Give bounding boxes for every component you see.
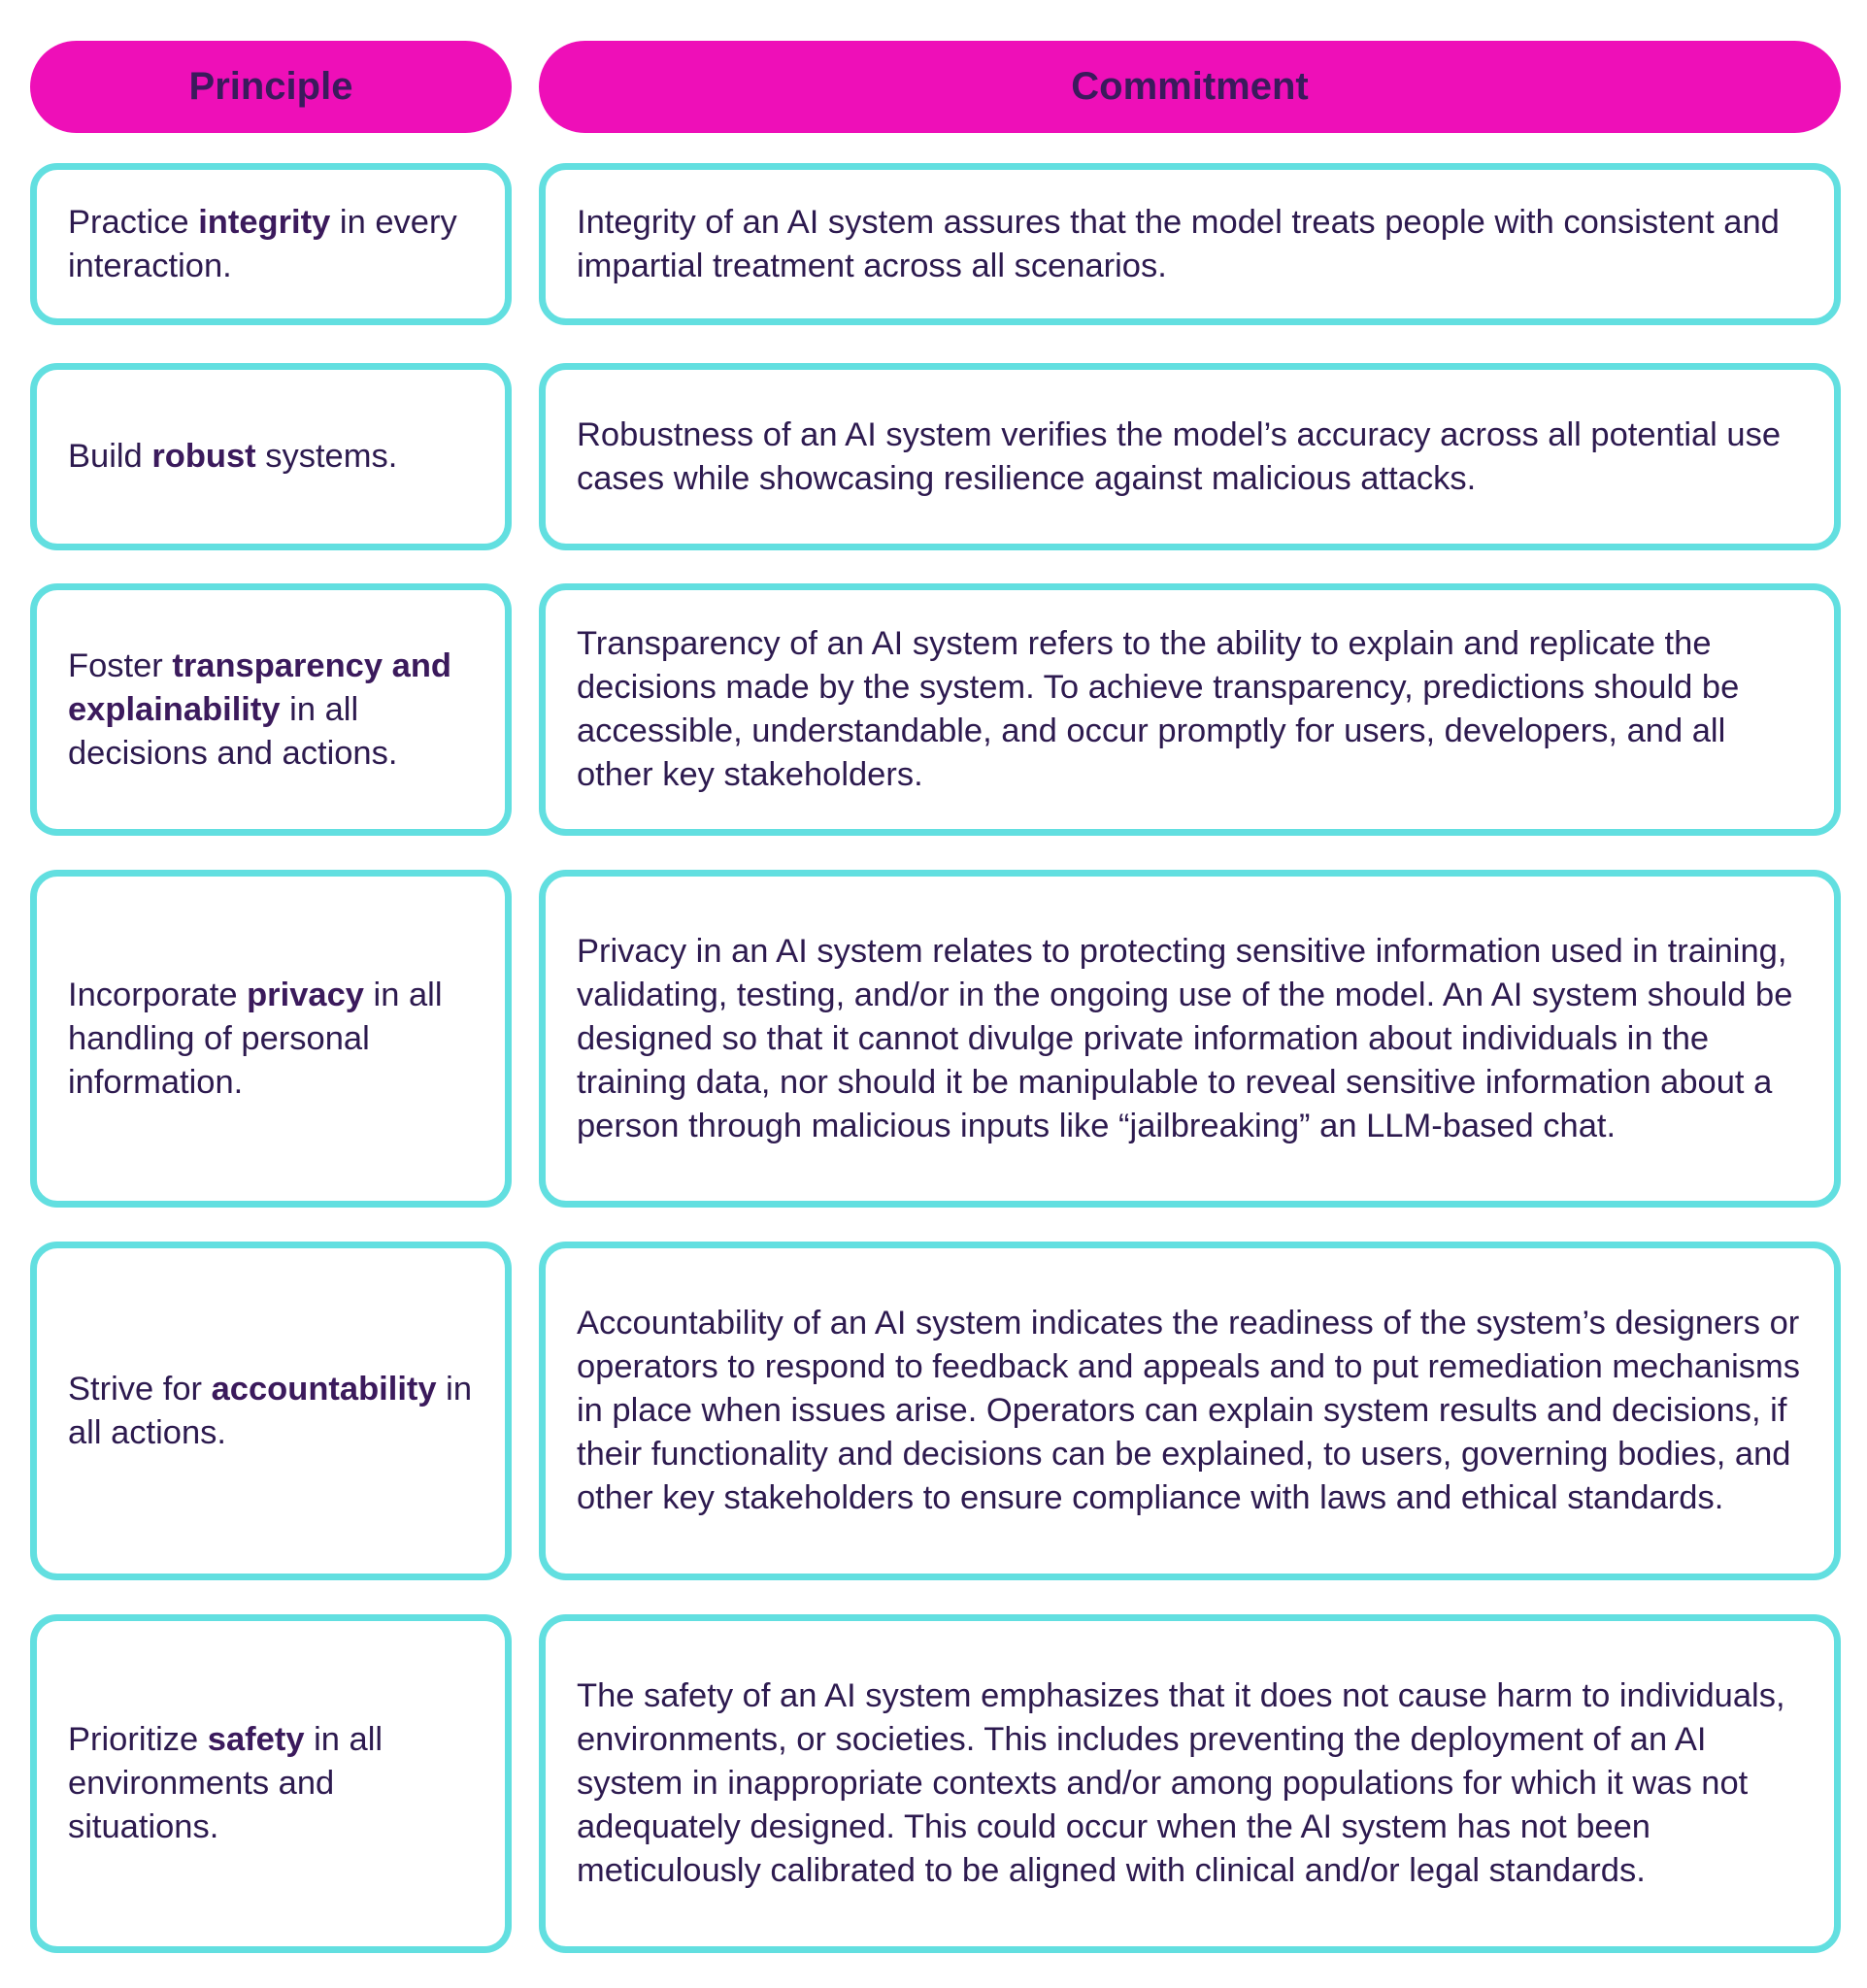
principle-text: Strive for accountability in all actions.: [68, 1370, 473, 1451]
commitment-text: Accountability of an AI system indicates the readiness of the system’s designers or operators to respond to feedback and appeals and to put remediation mechanisms in place when issues arise. Operators can explain system results and decisions, if their functionality and decisions can be explained, to users, governing bodies, and other key stakeholders to ensure compliance with laws and ethical standards.: [577, 1305, 1801, 1516]
principle-cell-transparency: [30, 583, 512, 836]
principle-cell-safety: [30, 1614, 512, 1953]
principle-column-header: Principle: [30, 41, 512, 133]
principle-cell-integrity: [30, 163, 512, 325]
commitment-text: The safety of an AI system emphasizes that it does not cause harm to individuals, environments, or societies. This includes preventing the deployment of an AI system in inappropriate contexts and/or among populations for which it was not adequately designed. This could occur when the AI system has not been meticulously calibrated to be aligned with clinical and/or legal standards.: [577, 1677, 1785, 1889]
principle-cell-privacy: [30, 870, 512, 1208]
commitment-cell-privacy: [539, 870, 1841, 1208]
principle-text: Foster transparency and explainability in all decisions and actions.: [68, 646, 451, 772]
commitment-cell-safety: [539, 1614, 1841, 1953]
principle-text: Practice integrity in every interaction.: [68, 203, 457, 284]
commitment-cell-accountability: [539, 1242, 1841, 1580]
principle-cell-accountability: [30, 1242, 512, 1580]
commitment-cell-integrity: [539, 163, 1841, 325]
commitment-cell-robust: [539, 363, 1841, 550]
principle-cell-robust: [30, 363, 512, 550]
commitment-text: Privacy in an AI system relates to protecting sensitive information used in training, validating, testing, and/or in the ongoing use of the model. An AI system should be designed so that it cannot divulge private information about individuals in the training data, nor should it be manipulable to reveal sensitive information about a person through malicious inputs like “jailbreaking” an LLM-based chat.: [577, 932, 1793, 1144]
commitment-text: Transparency of an AI system refers to the ability to explain and replicate the decisions made by the system. To achieve transparency, predictions should be accessible, understandable, and occur promptly for users, developers, and all other key stakeholders.: [577, 625, 1740, 793]
principle-text: Incorporate privacy in all handling of personal information.: [68, 976, 443, 1101]
commitment-column-header: Commitment: [539, 41, 1841, 133]
commitment-text: Robustness of an AI system verifies the model’s accuracy across all potential use cases while showcasing resilience against malicious attacks.: [577, 415, 1782, 497]
commitment-cell-transparency: [539, 583, 1841, 836]
commitment-text: Integrity of an AI system assures that the model treats people with consistent and impartial treatment across all scenarios.: [577, 203, 1780, 284]
principle-text: Prioritize safety in all environments and situations.: [68, 1721, 383, 1845]
principle-text: Build robust systems.: [68, 438, 398, 475]
